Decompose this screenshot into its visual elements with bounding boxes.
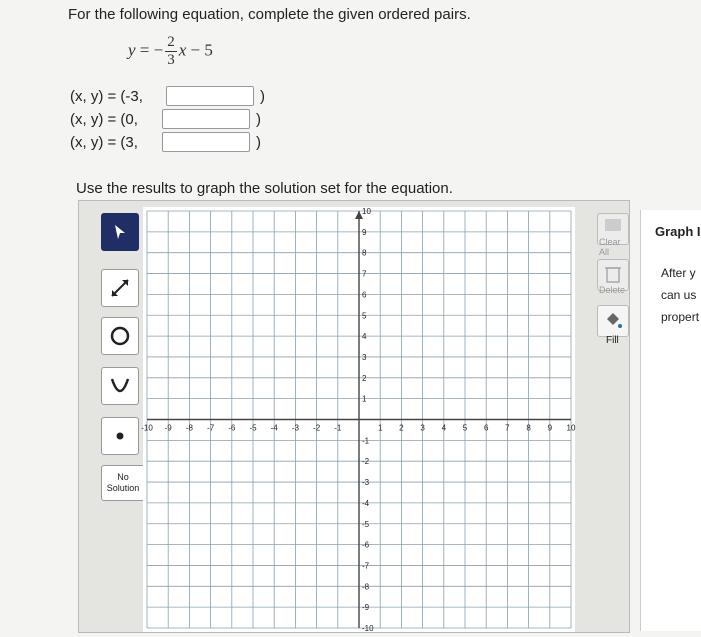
fraction-numerator: 2 xyxy=(167,34,175,50)
y-tick-label: 3 xyxy=(362,352,367,362)
y-tick-label: -5 xyxy=(362,519,370,529)
graph-instruction: Use the results to graph the solution set for the equation. xyxy=(76,180,453,197)
x-tick-label: -6 xyxy=(228,423,236,433)
y-tick-label: 6 xyxy=(362,290,367,300)
x-tick-label: 5 xyxy=(462,423,468,433)
line-icon xyxy=(107,275,133,301)
y-tick-label: -3 xyxy=(362,478,370,488)
x-tick-label: 9 xyxy=(547,423,553,433)
y-tick-label: -1 xyxy=(362,436,370,446)
circle-icon xyxy=(107,323,133,349)
question-prompt: For the following equation, complete the given ordered pairs. xyxy=(68,6,471,23)
ordered-pair-3-input[interactable] xyxy=(162,132,250,152)
parabola-icon xyxy=(107,373,133,399)
y-tick-label: -10 xyxy=(362,624,374,633)
x-tick-label: -10 xyxy=(141,423,153,433)
x-tick-label: 4 xyxy=(441,423,447,433)
y-tick-label: -6 xyxy=(362,540,370,550)
point-tool[interactable] xyxy=(101,417,139,455)
y-tick-label: 7 xyxy=(362,269,367,279)
equation-fraction xyxy=(165,34,177,69)
circle-tool[interactable] xyxy=(101,317,139,355)
y-tick-label: 8 xyxy=(362,248,367,258)
x-tick-label: -5 xyxy=(249,423,257,433)
x-tick-label: 2 xyxy=(399,423,404,433)
x-tick-label: 8 xyxy=(526,423,531,433)
y-tick-label: -2 xyxy=(362,457,370,467)
x-tick-label: -1 xyxy=(334,423,342,433)
help-panel-line-2: can us xyxy=(661,288,697,302)
y-tick-label: 1 xyxy=(362,394,367,404)
y-tick-label: -9 xyxy=(362,603,370,613)
ordered-pair-3-close: ) xyxy=(256,134,261,151)
equation-sign: − xyxy=(153,40,164,60)
help-panel xyxy=(640,210,701,631)
delete-label: Delete xyxy=(599,285,626,295)
x-tick-label: 1 xyxy=(377,423,383,433)
help-panel-line-1: After y xyxy=(661,266,696,280)
point-icon xyxy=(107,423,133,449)
y-tick-label: 4 xyxy=(362,332,367,342)
y-tick-label: 9 xyxy=(362,227,367,237)
line-tool[interactable] xyxy=(101,269,139,307)
x-tick-label: -2 xyxy=(313,423,321,433)
ordered-pair-2-close: ) xyxy=(256,111,261,128)
y-tick-label: -7 xyxy=(362,561,370,571)
paint-bucket-icon xyxy=(598,306,628,336)
ordered-pair-1-label: (x, y) = (-3, xyxy=(70,88,143,105)
equation xyxy=(128,34,213,69)
parabola-tool[interactable] xyxy=(101,367,139,405)
no-solution-line-1: No xyxy=(117,472,129,482)
x-tick-label: 6 xyxy=(483,423,489,433)
help-panel-title: Graph I xyxy=(655,224,701,239)
ordered-pair-2-input[interactable] xyxy=(162,109,250,129)
grid-svg xyxy=(143,207,575,632)
equation-tail: − 5 xyxy=(190,40,213,60)
pointer-tool[interactable] xyxy=(101,213,139,251)
fill-label: Fill xyxy=(606,335,619,346)
graph-tool-panel xyxy=(78,200,630,633)
pointer-icon xyxy=(110,222,130,242)
help-panel-line-3: propert xyxy=(661,310,700,324)
equation-equals: = xyxy=(139,40,150,60)
x-tick-label: 3 xyxy=(420,423,425,433)
clear-all-label: Clear All xyxy=(599,237,621,257)
x-tick-label: -3 xyxy=(291,423,299,433)
fraction-denominator: 3 xyxy=(167,52,175,68)
x-tick-label: -7 xyxy=(207,423,215,433)
fill-button[interactable] xyxy=(597,305,629,337)
x-tick-label: -8 xyxy=(185,423,193,433)
x-tick-label: -9 xyxy=(164,423,172,433)
y-tick-label: -8 xyxy=(362,582,370,592)
coordinate-grid[interactable] xyxy=(143,207,575,632)
ordered-pair-2-label: (x, y) = (0, xyxy=(70,111,138,128)
x-tick-label: -4 xyxy=(270,423,278,433)
ordered-pair-1-close: ) xyxy=(260,88,265,105)
y-tick-label: 5 xyxy=(362,311,367,321)
x-tick-label: 10 xyxy=(566,423,576,433)
ordered-pair-1-input[interactable] xyxy=(166,86,254,106)
equation-lhs: y xyxy=(128,40,136,60)
no-solution-button[interactable] xyxy=(101,465,145,501)
no-solution-line-2: Solution xyxy=(106,483,140,493)
x-tick-label: 7 xyxy=(505,423,510,433)
y-tick-label: -4 xyxy=(362,498,370,508)
y-tick-label: 2 xyxy=(362,373,367,383)
y-tick-label: 10 xyxy=(362,207,371,216)
equation-var: x xyxy=(178,40,187,60)
ordered-pair-3-label: (x, y) = (3, xyxy=(70,134,138,151)
